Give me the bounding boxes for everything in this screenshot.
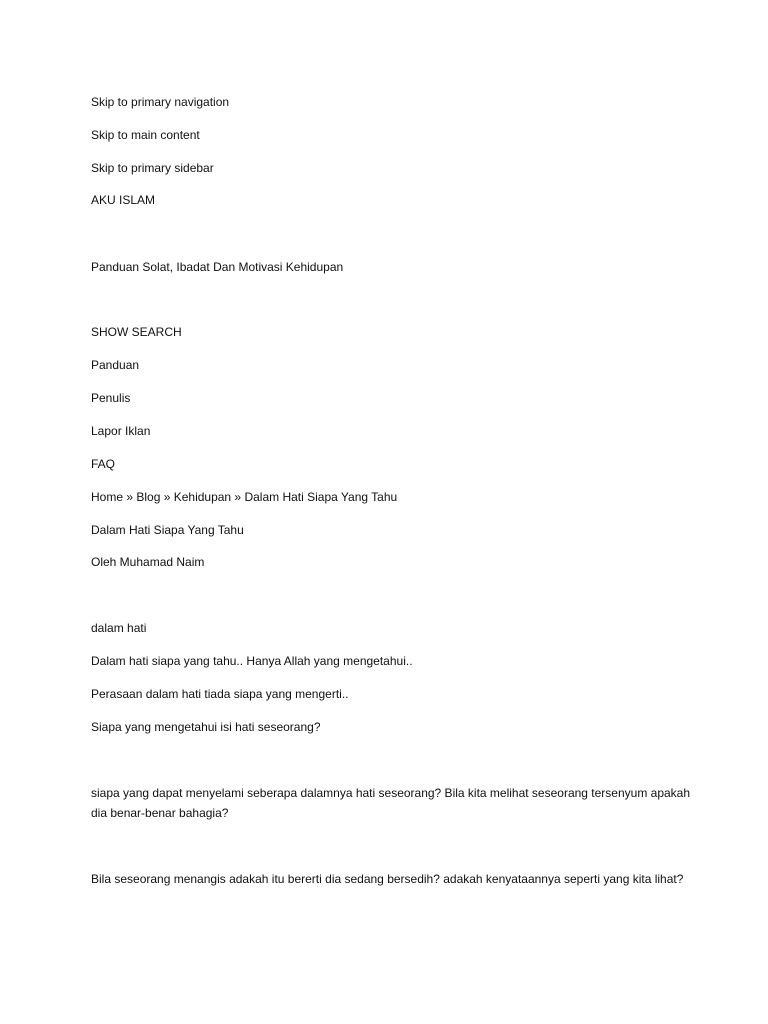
paragraph: siapa yang dapat menyelami seberapa dalamnya hati seseorang? Bila kita melihat seseorang tersenyum apakah dia benar-benar bahagia? [91,786,691,820]
article-title: Dalam Hati Siapa Yang Tahu [91,523,244,537]
nav-item-lapor-iklan[interactable]: Lapor Iklan [91,424,151,438]
breadcrumb[interactable]: Home » Blog » Kehidupan » Dalam Hati Siapa Yang Tahu [91,490,398,504]
nav-item-faq[interactable]: FAQ [91,457,116,471]
skip-to-sidebar-link[interactable]: Skip to primary sidebar [91,161,214,175]
paragraph: Dalam hati siapa yang tahu.. Hanya Allah yang mengetahui.. [91,654,413,668]
site-tagline: Panduan Solat, Ibadat Dan Motivasi Kehidupan [91,260,344,274]
skip-to-navigation-link[interactable]: Skip to primary navigation [91,95,230,109]
article-byline: Oleh Muhamad Naim [91,555,205,569]
paragraph: Perasaan dalam hati tiada siapa yang mengerti.. [91,687,349,701]
nav-item-penulis[interactable]: Penulis [91,391,131,405]
paragraph: Bila seseorang menangis adakah itu bererti dia sedang bersedih? adakah kenyataannya seperti yang kita lihat? [91,872,684,886]
skip-to-content-link[interactable]: Skip to main content [91,128,200,142]
site-title[interactable]: AKU ISLAM [91,193,156,207]
show-search-button[interactable]: SHOW SEARCH [91,325,182,339]
article-image-alt: dalam hati [91,621,147,635]
paragraph: Siapa yang mengetahui isi hati seseorang? [91,720,321,734]
nav-item-panduan[interactable]: Panduan [91,358,140,372]
